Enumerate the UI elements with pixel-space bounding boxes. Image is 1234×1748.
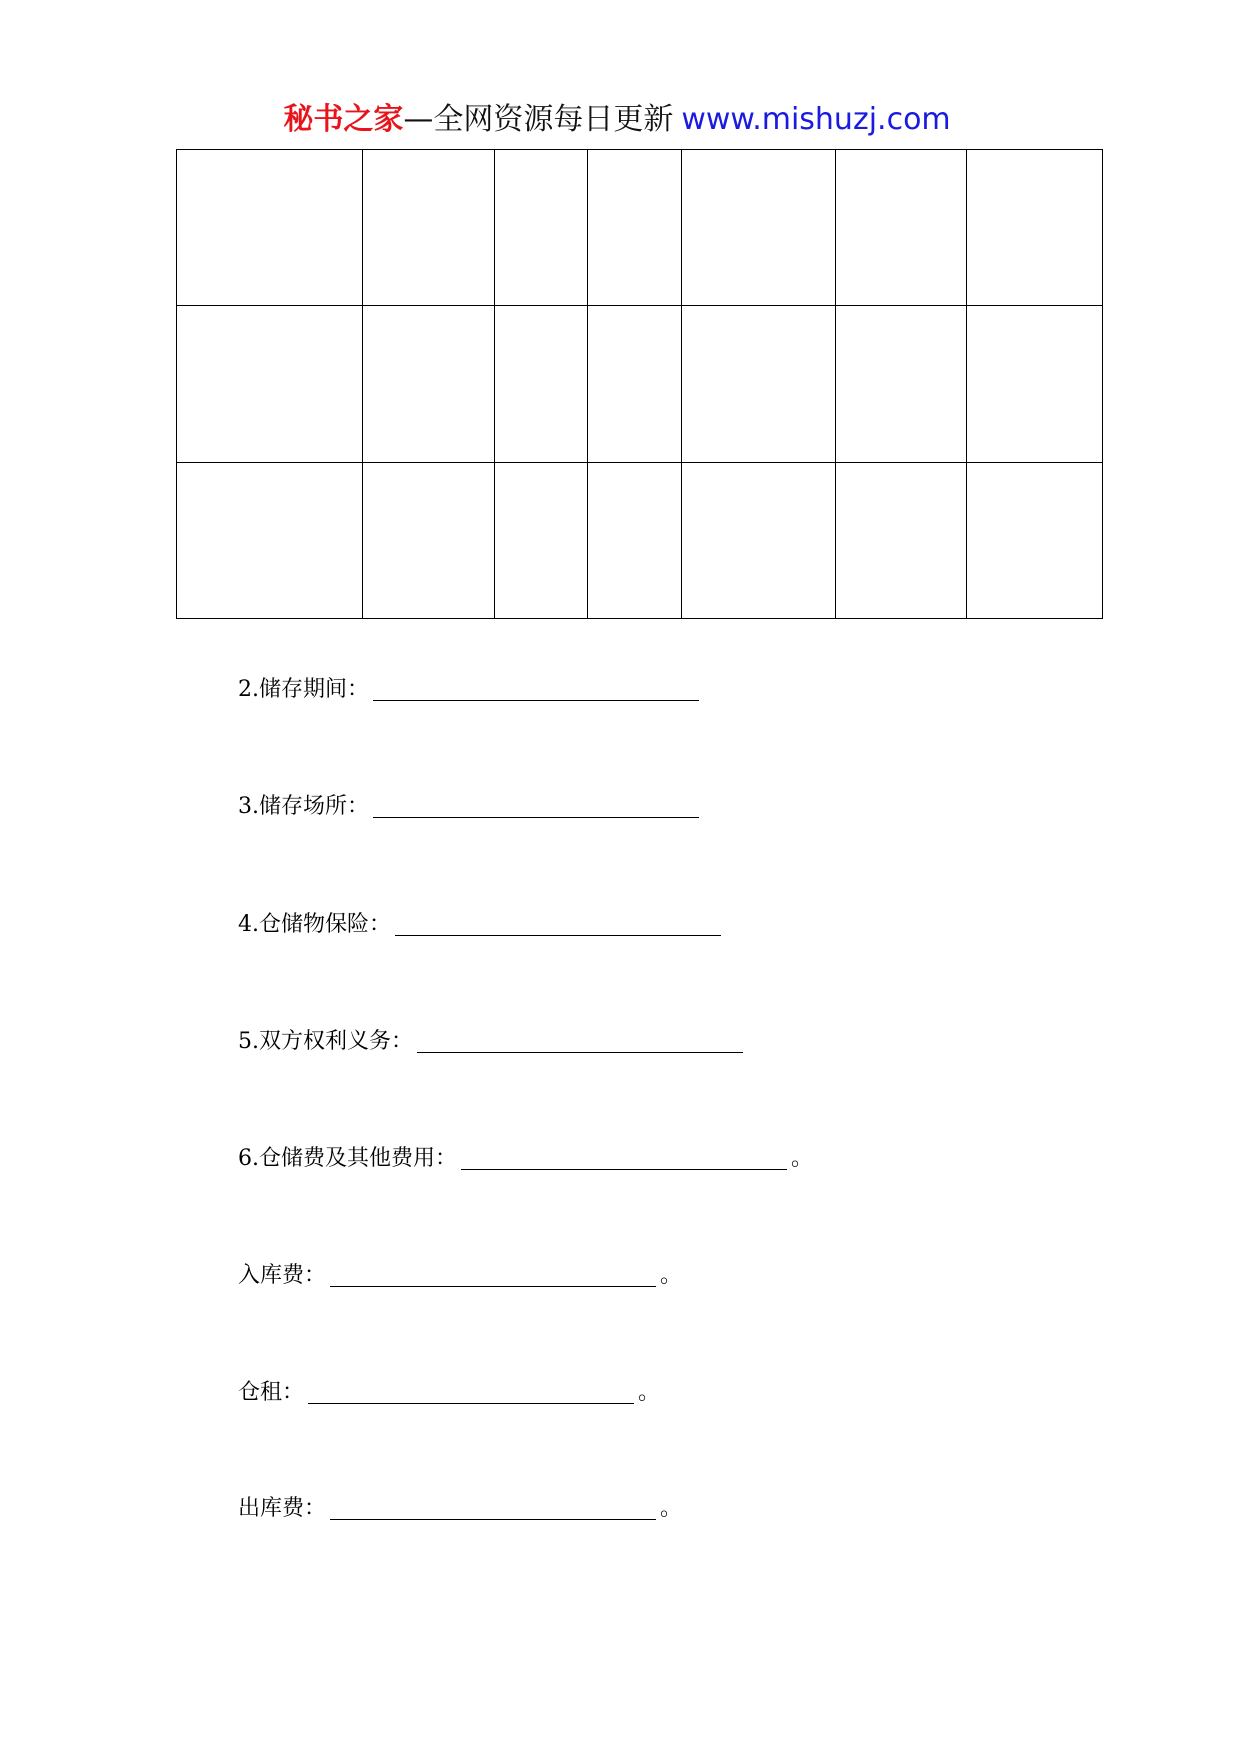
field-label: 5.双方权利义务： xyxy=(238,1029,413,1054)
field-label: 仓租： xyxy=(238,1380,305,1405)
table-cell[interactable] xyxy=(495,462,588,618)
field-suffix: 。 xyxy=(660,1496,683,1521)
field-rights-obligations xyxy=(238,1027,747,1057)
field-suffix: 。 xyxy=(660,1263,683,1288)
blank-form-table xyxy=(176,149,1103,619)
table-cell[interactable] xyxy=(177,306,363,462)
table-cell[interactable] xyxy=(682,306,836,462)
fill-in-blank[interactable] xyxy=(395,911,721,936)
table-cell[interactable] xyxy=(588,306,682,462)
field-goods-insurance xyxy=(238,910,725,940)
field-label: 6.仓储费及其他费用： xyxy=(238,1146,457,1171)
site-url: www.mishuzj.com xyxy=(681,102,951,137)
table-row xyxy=(177,462,1103,618)
document-header xyxy=(0,100,1234,140)
fill-in-blank[interactable] xyxy=(330,1262,656,1287)
table-cell[interactable] xyxy=(682,462,836,618)
table-cell[interactable] xyxy=(363,462,495,618)
field-inbound-fee xyxy=(238,1261,682,1291)
field-label: 2.储存期间： xyxy=(238,677,369,702)
table-cell[interactable] xyxy=(495,150,588,306)
field-label: 出库费： xyxy=(238,1496,327,1521)
table-cell[interactable] xyxy=(588,150,682,306)
field-storage-period xyxy=(238,675,703,705)
table-cell[interactable] xyxy=(177,462,363,618)
fill-in-blank[interactable] xyxy=(461,1145,787,1170)
table-cell[interactable] xyxy=(363,306,495,462)
field-outbound-fee xyxy=(238,1494,682,1524)
table-cell[interactable] xyxy=(588,462,682,618)
field-storage-location xyxy=(238,792,703,822)
fill-in-blank[interactable] xyxy=(308,1379,634,1404)
field-label: 3.储存场所： xyxy=(238,794,369,819)
table-cell[interactable] xyxy=(495,306,588,462)
fill-in-blank[interactable] xyxy=(373,676,699,701)
header-tagline: —全网资源每日更新 xyxy=(403,102,674,137)
table-row xyxy=(177,306,1103,462)
table-cell[interactable] xyxy=(967,150,1103,306)
fill-in-blank[interactable] xyxy=(417,1028,743,1053)
table-row xyxy=(177,150,1103,306)
field-label: 4.仓储物保险： xyxy=(238,912,391,937)
fill-in-blank[interactable] xyxy=(330,1495,656,1520)
field-suffix: 。 xyxy=(638,1380,661,1405)
table-cell[interactable] xyxy=(836,150,967,306)
field-storage-fees xyxy=(238,1144,813,1174)
field-warehouse-rent xyxy=(238,1378,660,1408)
fill-in-blank[interactable] xyxy=(373,793,699,818)
table-cell[interactable] xyxy=(967,462,1103,618)
brand-name: 秘书之家 xyxy=(283,102,404,137)
table-cell[interactable] xyxy=(967,306,1103,462)
field-suffix: 。 xyxy=(791,1146,814,1171)
table-cell[interactable] xyxy=(363,150,495,306)
field-label: 入库费： xyxy=(238,1263,327,1288)
table-cell[interactable] xyxy=(836,462,967,618)
table-cell[interactable] xyxy=(836,306,967,462)
table-cell[interactable] xyxy=(682,150,836,306)
table-cell[interactable] xyxy=(177,150,363,306)
